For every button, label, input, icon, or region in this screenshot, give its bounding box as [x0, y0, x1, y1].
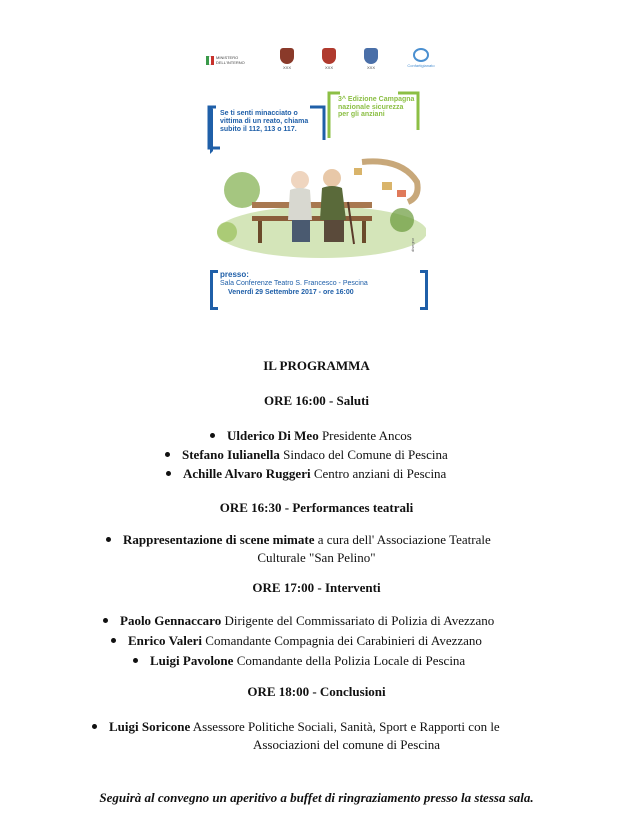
programme-title: IL PROGRAMMA	[263, 358, 370, 373]
list-item: Luigi Pavolone Comandante della Polizia Locale di Pescina	[133, 653, 465, 669]
logo-strip	[206, 48, 436, 78]
list-item: Luigi Soricone Assessore Politiche Sociali, Sanità, Sport e Rapporti con le	[92, 719, 500, 735]
elderly-couple-bench-illustration	[212, 142, 426, 260]
crest-1-logo: XXX	[276, 48, 298, 70]
list-item: Paolo Gennaccaro Dirigente del Commissariato di Polizia di Avezzano	[103, 613, 494, 629]
crest-icon	[322, 48, 336, 64]
presso-label: presso:	[220, 270, 249, 279]
section-heading-conclusioni: ORE 18:00 - Conclusioni	[247, 684, 386, 699]
bullet-icon	[166, 471, 171, 476]
list-item: Stefano Iulianella Sindaco del Comune di Pescina	[165, 447, 448, 463]
bullet-icon	[165, 452, 170, 457]
ministry-logo	[206, 55, 250, 65]
venue-text: Sala Conferenze Teatro S. Francesco - Pescina	[220, 280, 368, 287]
campaign-text: 3^ Edizione Campagna nazionale sicurezza per gli anziani	[338, 96, 415, 118]
list-item: Ulderico Di Meo Presidente Ancos	[210, 428, 412, 444]
bullet-icon	[111, 638, 116, 643]
svg-text:disegno: disegno	[410, 237, 415, 252]
crest-icon	[364, 48, 378, 64]
section-heading-interventi: ORE 17:00 - Interventi	[252, 580, 381, 595]
list-item-continuation: Culturale "San Pelino"	[257, 550, 376, 565]
bullet-icon	[106, 537, 111, 542]
crest-icon	[280, 48, 294, 64]
list-item: Rappresentazione di scene mimate a cura dell' Associazione Teatrale	[106, 532, 491, 548]
bullet-icon	[103, 618, 108, 623]
list-item-continuation: Associazioni del comune di Pescina	[252, 737, 440, 752]
ancos-logo: Confartigianato	[406, 48, 436, 68]
section-heading-performances: ORE 16:30 - Performances teatrali	[219, 500, 414, 515]
list-item: Achille Alvaro Ruggeri Centro anziani di Pescina	[166, 466, 446, 482]
venue-box	[210, 270, 428, 308]
italian-flag-icon	[206, 56, 214, 65]
bullet-icon	[133, 658, 138, 663]
bullet-icon	[210, 433, 215, 438]
date-text: Venerdì 29 Settembre 2017 - ore 16:00	[228, 289, 354, 296]
warning-text: Se ti senti minacciato o vittima di un reato, chiama subito il 112, 113 o 117.	[220, 110, 309, 133]
bullet-icon	[92, 724, 97, 729]
section-heading-saluti: ORE 16:00 - Saluti	[263, 393, 370, 408]
ring-logo-icon	[413, 48, 429, 62]
list-item: Enrico Valeri Comandante Compagnia dei Carabinieri di Avezzano	[111, 633, 482, 649]
closing-note: Seguirà al convegno un aperitivo a buffet di ringraziamento presso la stessa sala.	[99, 790, 534, 805]
crest-2-logo: XXX	[318, 48, 340, 70]
ministry-label: MINISTERO DELL'INTERNO	[216, 55, 245, 65]
crest-3-logo: XXX	[360, 48, 382, 70]
event-poster	[196, 44, 436, 314]
